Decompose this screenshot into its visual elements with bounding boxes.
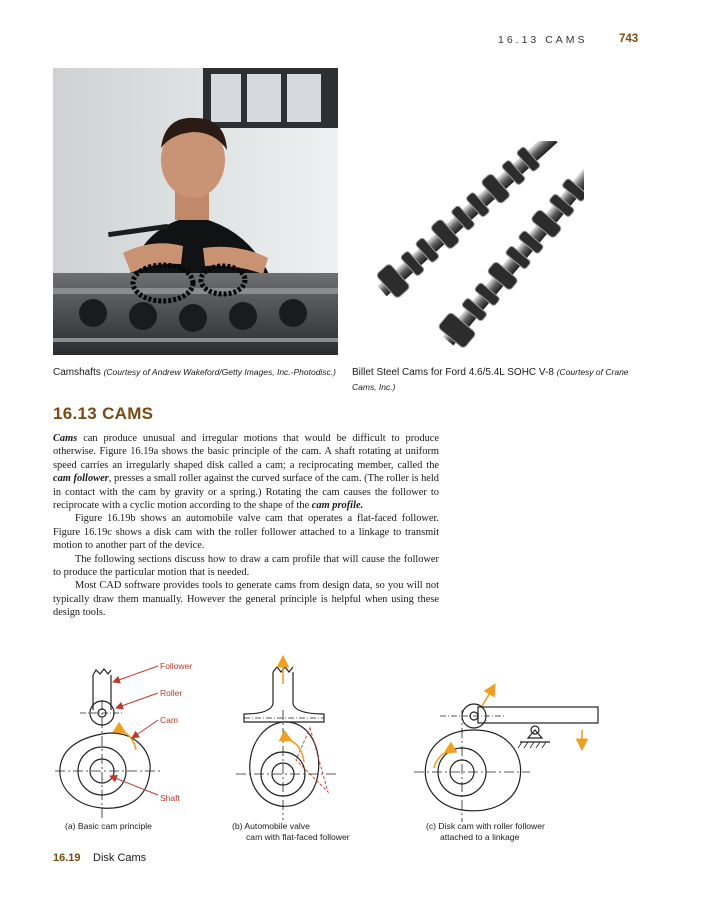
body-text [53, 432, 439, 620]
caption-camshafts-credit: (Courtesy of Andrew Wakeford/Getty Images, Inc.-Photodisc.) [103, 367, 337, 377]
diagram-a-basic-cam [55, 669, 160, 820]
figure-title: Disk Cams [93, 852, 147, 864]
term-cam-profile: cam profile. [311, 500, 364, 512]
paragraph-1 [53, 432, 439, 512]
camshafts-photo-illustration [53, 68, 338, 355]
label-shaft: Shaft [160, 793, 180, 803]
leader-cam [132, 720, 158, 738]
paragraph-4: Most CAD software provides tools to generate cams from design data, so you will not typically draw them manually. However the general principle is helpful when using these design tools. [53, 580, 439, 619]
diagram-b-valve-cam [236, 667, 336, 820]
caption-b-line2: cam with flat-faced follower [246, 832, 350, 842]
rotation-arrow-c [434, 752, 446, 768]
caption-a: (a) Basic cam principle [65, 821, 152, 831]
caption-b-line1: (b) Automobile valve [232, 821, 310, 831]
label-follower: Follower [160, 661, 193, 671]
paragraph-1-part-a: can produce unusual and irregular motions that would be difficult to produce otherwise. Figure 16.19a shows the basic principle of the cam. A shaft rotating at uniform speed carries an irregularly shaped disk called a cam; a reciprocating member, called the [53, 433, 439, 471]
caption-billet-cams [352, 365, 652, 395]
camshafts-photo [53, 68, 338, 355]
section-heading: 16.13 CAMS [53, 404, 154, 423]
paragraph-3: The following sections discuss how to draw a cam profile that will cause the follower to produce the particular motion that is needed. [53, 553, 439, 579]
label-roller: Roller [160, 688, 183, 698]
caption-billet-cams-title: Billet Steel Cams for Ford 4.6/5.4L SOHC V-8 [352, 367, 554, 378]
figure-number: 16.19 [53, 852, 81, 864]
label-cam: Cam [160, 715, 178, 725]
caption-c-line1: (c) Disk cam with roller follower [426, 821, 545, 831]
leader-shaft [110, 776, 158, 795]
disk-cams-figure [0, 650, 702, 850]
running-header-section: 16.13 CAMS [498, 34, 588, 46]
term-cams: Cams [53, 433, 78, 444]
paragraph-2: Figure 16.19b shows an automobile valve cam that operates a flat-faced follower. Figure 16.19c shows a disk cam with the roller follower attached to a linkage to transmit motion to another part of the device. [53, 513, 439, 552]
paragraph-1-part-b: , presses a small roller against the curved surface of the cam. (The roller is held in contact with the cam by gravity or a spring.) Rotating the cam causes the follower to reciprocate with a cyclic motion according to the shape of the [53, 473, 439, 512]
caption-c-line2: attached to a linkage [440, 832, 520, 842]
caption-camshafts-title: Camshafts [53, 367, 101, 378]
billet-cams-illustration [352, 141, 584, 355]
page-number: 743 [619, 33, 639, 45]
caption-camshafts [53, 365, 338, 380]
rotation-arrow-b [290, 740, 304, 762]
billet-cams-photo [352, 141, 584, 355]
leader-follower [113, 666, 158, 682]
lift-arrow-c [482, 686, 494, 706]
term-cam-follower: cam follower [53, 473, 109, 485]
diagram-c-linkage-cam [414, 704, 598, 822]
caption-billet-cams-credit: (Courtesy of Crane Cams, Inc.) [352, 367, 629, 392]
leader-roller [116, 693, 158, 708]
